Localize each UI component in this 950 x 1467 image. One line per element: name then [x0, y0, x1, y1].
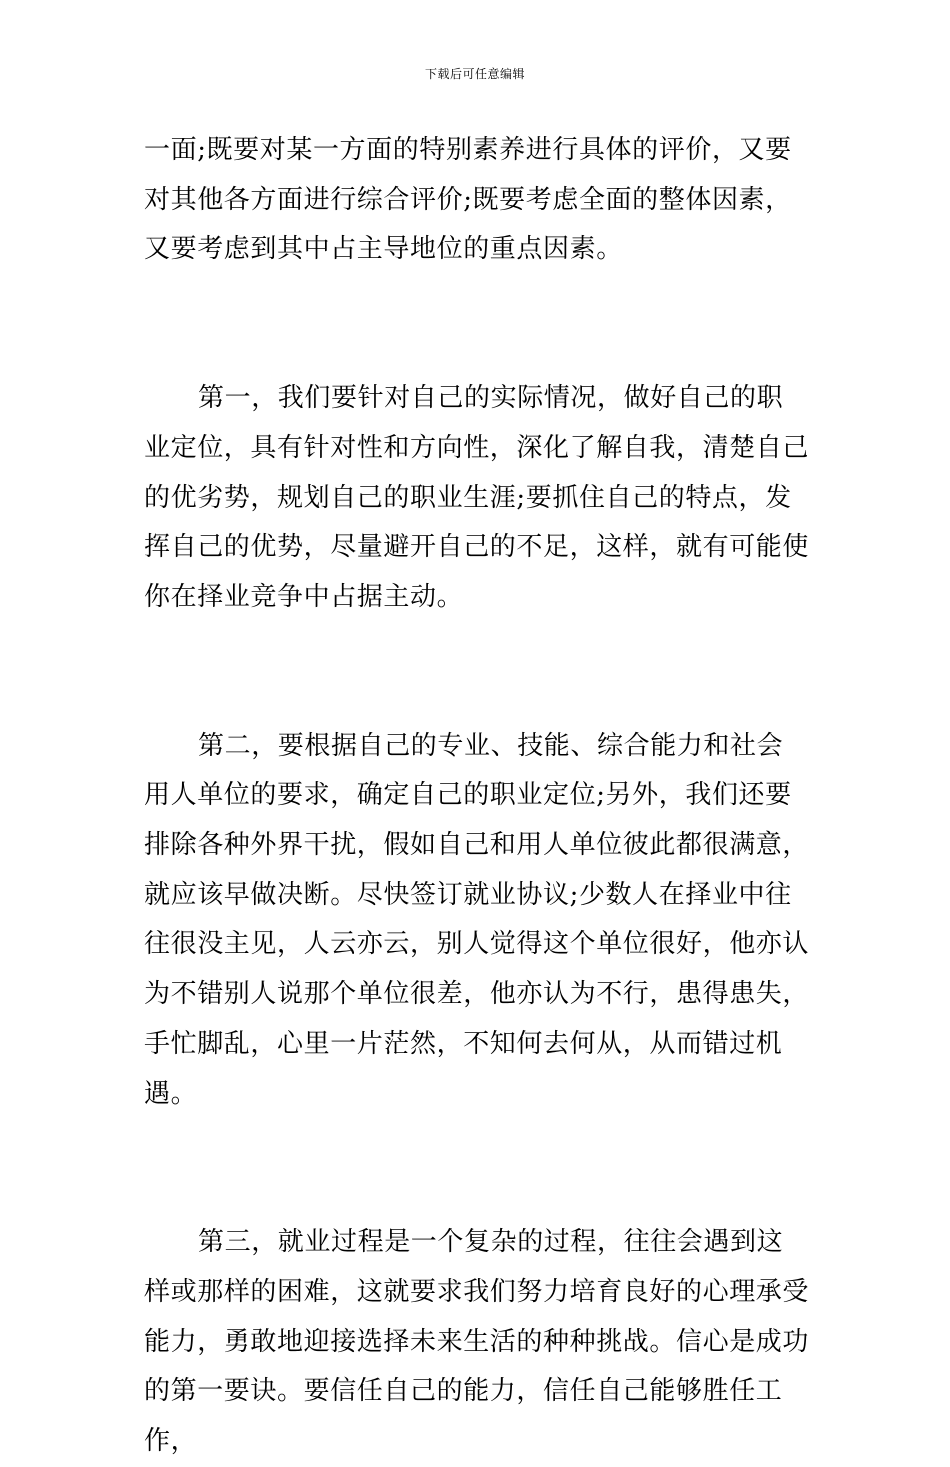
paragraph-first-point: 第一，我们要针对自己的实际情况，做好自己的职业定位，具有针对性和方向性，深化了解自我，清楚自己的优劣势，规划自己的职业生涯;要抓住自己的特点，发挥自己的优势，尽量避开自己的不足，这样，就有可能使你在择业竞争中占据主动。 [144, 383, 810, 612]
document-body [144, 126, 809, 1467]
paragraph-third-point: 第三，就业过程是一个复杂的过程，往往会遇到这样或那样的困难，这就要求我们努力培育良好的心理承受能力，勇敢地迎接选择未来生活的种种挑战。信心是成功的第一要诀。要信任自己的能力，信任自己能够胜任工作， [144, 1227, 810, 1457]
paragraph-continuation: 一面;既要对某一方面的特别素养进行具体的评价，又要对其他各方面进行综合评价;既要考虑全面的整体因素，又要考虑到其中占主导地位的重点因素。 [144, 135, 792, 265]
page-header: 下载后可任意编辑 [424, 67, 525, 81]
paragraph-second-point: 第二，要根据自己的专业、技能、综合能力和社会用人单位的要求，确定自己的职业定位;另外，我们还要排除各种外界干扰，假如自己和用人单位彼此都很满意，就应该早做决断。尽快签订就业协议;少数人在择业中往往很没主见，人云亦云，别人觉得这个单位很好，他亦认为不错别人说那个单位很差，他亦认为不行，患得患失，手忙脚乱，心里一片茫然，不知何去何从，从而错过机遇。 [144, 730, 810, 1109]
paragraph-gap [144, 275, 809, 374]
paragraph-gap [144, 1119, 809, 1218]
paragraph-gap [144, 623, 809, 722]
